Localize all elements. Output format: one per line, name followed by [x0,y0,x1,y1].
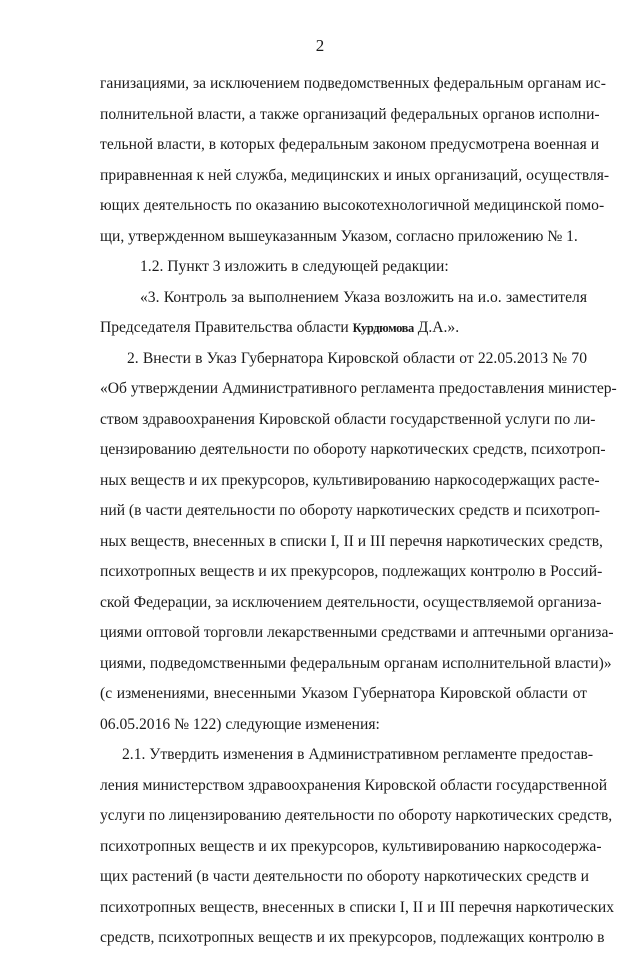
body-line: полнительной власти, а также организаций федеральных органов исполни- [100,105,600,123]
body-line: циями оптовой торговли лекарственными средствами и аптечными организа- [100,624,614,641]
body-line: щих растений (в части деятельности по обороту наркотических средств и [100,868,589,885]
body-line: психотропных веществ и их прекурсоров, подлежащих контролю в Россий- [100,563,603,580]
quoted-paragraph: «3. Контроль за выполнением Указа возложить на и.о. заместителя [140,288,587,306]
line-text: Д.А.». [413,319,460,336]
body-line: щи, утвержденном вышеуказанным Указом, согласно приложению № 1. [100,227,578,245]
body-line: ных веществ и их прекурсоров, культивированию наркосодержащих расте- [100,471,600,489]
document-body [100,69,617,954]
body-line: циями, подведомственными федеральным органам исполнительной власти)» [100,654,612,672]
body-line: ющих деятельность по оказанию высокотехнологичной медицинской помо- [100,197,605,214]
body-line: услуги по лицензированию деятельности по обороту наркотических средств, [100,807,613,824]
paragraph-2: 2. Внести в Указ Губернатора Кировской области от 22.05.2013 № 70 [127,349,587,367]
body-line: тельной власти, в которых федеральным законом предусмотрена военная и [100,136,600,153]
body-line: ных веществ, внесенных в списки I, II и III перечня наркотических средств, [100,532,603,550]
body-line: средств, психотропных веществ и их прекурсоров, подлежащих контролю в [100,929,605,946]
line-text: Председателя Правительства области [100,319,353,336]
body-line: психотропных веществ, внесенных в списки I, II и III перечня наркотических [100,898,615,916]
body-line: ний (в части деятельности по обороту наркотических средств и психотроп- [100,502,600,519]
body-line: психотропных веществ и их прекурсоров, культивированию наркосодержа- [100,837,602,855]
body-line: «Об утверждении Административного регламента предоставления министер- [100,380,617,397]
page-number: 2 [315,36,325,55]
body-line: цензированию деятельности по обороту наркотических средств, психотроп- [100,441,606,458]
body-line [100,313,587,344]
body-line: ганизациями, за исключением подведомственных федеральным органам ис- [100,75,606,92]
paragraph-1-2: 1.2. Пункт 3 изложить в следующей редакции: [140,258,449,275]
body-line: приравненная к ней служба, медицинских и иных организаций, осуществля- [100,166,610,184]
name-stamp: Курдюмова [352,321,414,335]
body-line: ской Федерации, за исключением деятельности, осуществляемой организа- [100,593,602,611]
paragraph-2-1: 2.1. Утвердить изменения в Административном регламенте предостав- [122,746,594,763]
body-line: (с изменениями, внесенными Указом Губернатора Кировской области от [100,685,587,702]
body-line: ством здравоохранения Кировской области государственной услуги по ли- [100,410,596,428]
body-line: ления министерством здравоохранения Кировской области государственной [100,776,608,794]
body-line: 06.05.2016 № 122) следующие изменения: [100,715,380,733]
